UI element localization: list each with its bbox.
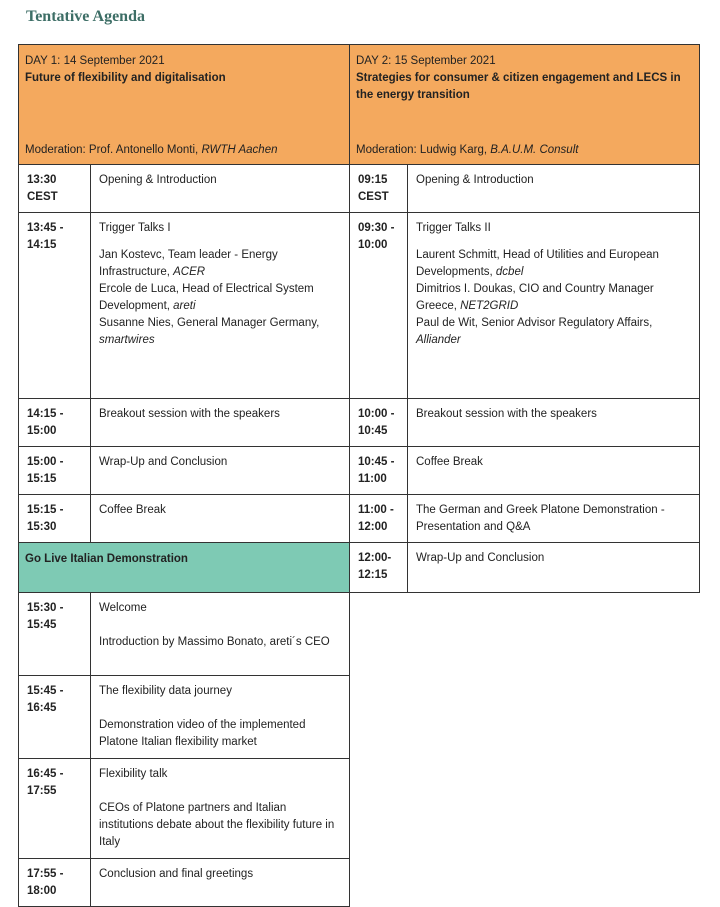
session-time: 11:00 - 12:00 [350,495,408,543]
speaker: Laurent Schmitt, Head of Utilities and European Developments, dcbel [416,249,659,278]
session-time: 16:45 - 17:55 [19,759,91,859]
session-title: Wrap-Up and Conclusion [408,543,700,593]
session-time: 09:30 - 10:00 [350,213,408,399]
table-row [19,759,700,859]
session-time: 15:30 - 15:45 [19,593,91,676]
table-row [19,165,700,213]
table-row [19,859,700,907]
table-row [19,543,700,593]
empty-cell [350,859,700,907]
day2-header [350,45,700,165]
live-demo-header: Go Live Italian Demonstration [19,543,350,593]
day2-date: DAY 2: 15 September 2021 [356,55,496,67]
day1-header [19,45,350,165]
speaker-list [99,247,341,349]
speaker: Jan Kostevc, Team leader - Energy Infrastructure, ACER [99,249,278,278]
session-time: 10:45 - 11:00 [350,447,408,495]
session-title: Opening & Introduction [91,165,350,213]
session-title: Coffee Break [91,495,350,543]
table-row [19,676,700,759]
speaker-list [416,247,691,349]
speaker: Paul de Wit, Senior Advisor Regulatory Affairs, Alliander [416,317,653,346]
session-title: Welcome [99,602,147,614]
speaker: Susanne Nies, General Manager Germany, smartwires [99,317,320,346]
empty-cell [350,676,700,759]
session-trigger-talks-1 [91,213,350,399]
empty-cell [350,759,700,859]
session-title: Breakout session with the speakers [91,399,350,447]
session-time: 13:30 CEST [19,165,91,213]
session-title: Opening & Introduction [408,165,700,213]
session-title: The German and Greek Platone Demonstration - Presentation and Q&A [408,495,700,543]
session-title: The flexibility data journey [99,685,232,697]
session-time: 15:45 - 16:45 [19,676,91,759]
speaker: Ercole de Luca, Head of Electrical System Development, areti [99,283,314,312]
session-title: Trigger Talks I [99,222,171,234]
session-description: CEOs of Platone partners and Italian institutions debate about the flexibility future in Italy [99,802,335,848]
session-time: 15:00 - 15:15 [19,447,91,495]
live-session [91,593,350,676]
session-title: Flexibility talk [99,768,168,780]
live-session [91,676,350,759]
session-time: 17:55 - 18:00 [19,859,91,907]
session-title: Wrap-Up and Conclusion [91,447,350,495]
session-time: 13:45 - 14:15 [19,213,91,399]
empty-cell [350,593,700,676]
live-session [91,759,350,859]
session-time: 14:15 - 15:00 [19,399,91,447]
day1-date: DAY 1: 14 September 2021 [25,55,165,67]
day1-moderation: Moderation: Prof. Antonello Monti, RWTH Aachen [25,144,278,156]
session-description: Introduction by Massimo Bonato, areti´s CEO [99,636,330,648]
session-time: 15:15 - 15:30 [19,495,91,543]
session-time: 12:00- 12:15 [350,543,408,593]
session-title: Coffee Break [408,447,700,495]
table-row [19,213,700,399]
session-time: 10:00 - 10:45 [350,399,408,447]
table-row [19,593,700,676]
table-row [19,447,700,495]
session-time: 09:15 CEST [350,165,408,213]
page-title: Tentative Agenda [26,8,145,25]
session-title: Trigger Talks II [416,222,491,234]
table-row [19,495,700,543]
session-description: Demonstration video of the implemented Platone Italian flexibility market [99,719,306,748]
table-row [19,399,700,447]
day1-theme: Future of flexibility and digitalisation [25,72,226,84]
session-trigger-talks-2 [408,213,700,399]
speaker: Dimitrios I. Doukas, CIO and Country Manager Greece, NET2GRID [416,283,654,312]
day2-theme: Strategies for consumer & citizen engagement and LECS in the energy transition [356,72,681,101]
session-title: Breakout session with the speakers [408,399,700,447]
session-title: Conclusion and final greetings [91,859,350,907]
agenda-table [18,44,700,907]
day2-moderation: Moderation: Ludwig Karg, B.A.U.M. Consult [356,144,579,156]
